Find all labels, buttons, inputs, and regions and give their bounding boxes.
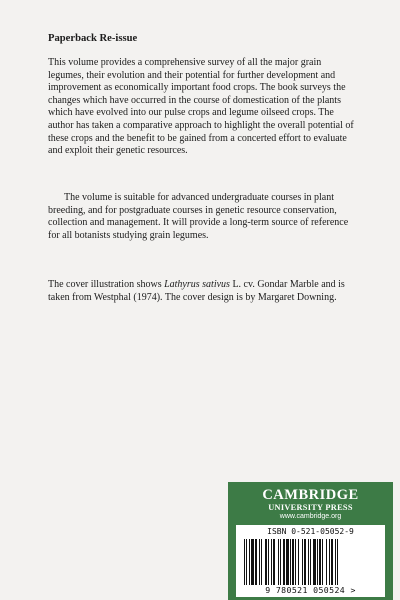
reissue-heading: Paperback Re-issue [48,33,138,44]
description-paragraph: This volume provides a comprehensive survey of all the major grain legumes, their evolution and their potential for further development and improvement as economically important food crops. The book surveys the changes which have occurred in the course of domestication of the plants which have evolved into our pulse crops and legume oilseed crops. The author has taken a comparative approach to highlight the overall potential of these crops and the benefit to be gained from a concerted effort to evaluate and exploit their genetic resources. [48,57,354,157]
publisher-url: www.cambridge.org [279,513,342,520]
ean-number: 9 780521 050524 > [265,585,356,595]
cover-credit-paragraph [48,279,354,304]
publisher-block [228,482,393,600]
audience-paragraph: The volume is suitable for advanced undergraduate courses in plant breeding, and for postgraduate courses in genetic resource conservation, collection and management. It will provide a long-term source of reference for all botanists studying grain legumes. [48,192,349,241]
isbn-number: ISBN 0-521-05052-9 [267,527,354,536]
barcode-label [236,525,385,597]
barcode-icon [242,539,379,585]
cover-credit-prefix: The cover illustration shows [48,279,165,290]
cover-credit-suffix: L. cv. Gondar Marble and is taken from Westphal (1974). The cover design is by Margaret Downing. [48,279,345,303]
publisher-logo-subtitle: UNIVERSITY PRESS [268,503,353,512]
publisher-logo-name: CAMBRIDGE [262,487,359,503]
species-name: Lathyrus sativus [164,279,230,290]
